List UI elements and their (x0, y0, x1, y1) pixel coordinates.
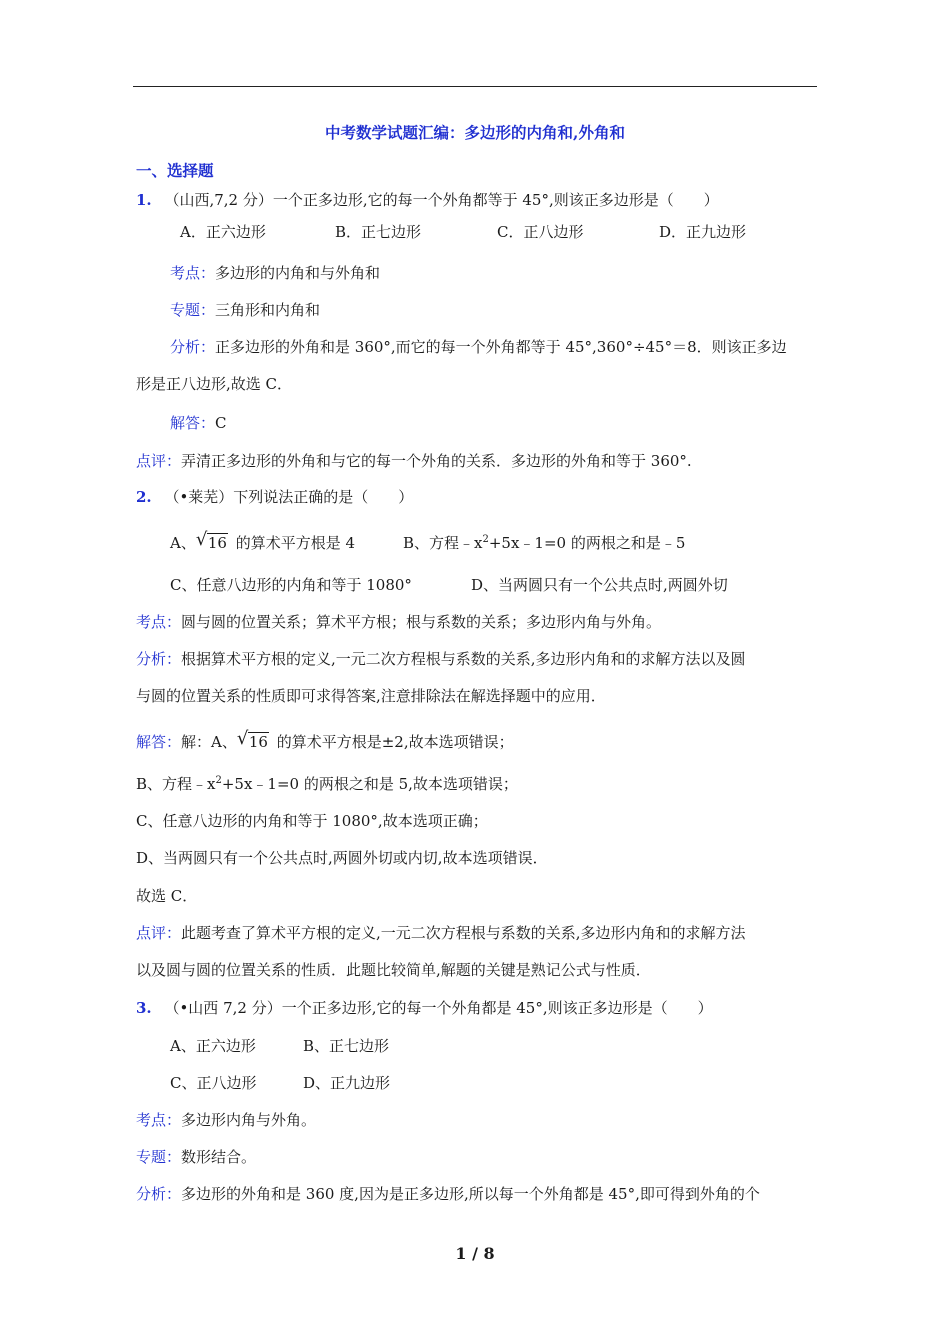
q1-option-a: A．正六边形 (180, 223, 266, 241)
q2-dianping-text: 此题考查了算术平方根的定义,一元二次方程根与系数的关系,多边形内角和的求解方法 (181, 924, 746, 942)
q1-fenxi-label: 分析： (170, 338, 216, 356)
q3-option-c: C、正八边形 (170, 1074, 257, 1092)
q2-fenxi (136, 648, 746, 670)
q1-dianping-label: 点评： (136, 452, 182, 470)
q2-option-d: D、当两圆只有一个公共点时,两圆外切 (471, 576, 728, 594)
q2-options-cd (170, 574, 728, 596)
q3-zhuanti (136, 1146, 256, 1168)
q3-option-b: B、正七边形 (303, 1037, 390, 1055)
q2-option-a (170, 529, 403, 554)
sqrt-symbol: √ 16 (195, 529, 227, 552)
q3-zhuanti-label: 专题： (136, 1148, 182, 1166)
q1-option-b: B．正七边形 (335, 223, 422, 241)
q3-kaodian-label: 考点： (136, 1111, 182, 1129)
doc-title: 中考数学试题汇编：多边形的内角和,外角和 (325, 123, 625, 142)
q2-option-a-prefix: A、 (170, 534, 196, 552)
q3-zhuanti-text: 数形结合。 (181, 1148, 257, 1166)
q3-fenxi-text: 多边形的外角和是 360 度,因为是正多边形,所以每一个外角都是 45°,即可得到外角的个 (181, 1185, 760, 1203)
section-heading: 一、选择题 (136, 161, 214, 180)
q2-dianping (136, 922, 746, 944)
q2-option-a-text: 的算术平方根是 4 (230, 534, 356, 552)
q1-zhuanti (170, 299, 320, 321)
q1-number: 1. (136, 191, 152, 209)
q2-number: 2. (136, 488, 152, 506)
q3-options-cd (170, 1072, 390, 1094)
q2-dianping-cont: 以及圆与圆的位置关系的性质．此题比较简单,解题的关键是熟记公式与性质． (136, 961, 651, 979)
q1-fenxi-text: 正多边形的外角和是 360°,而它的每一个外角都等于 45°,360°÷45°＝8．则该正多边 (215, 338, 787, 356)
q2-jieda-radicand: 16 (248, 733, 268, 751)
q1-jieda (170, 412, 227, 434)
header-rule (133, 86, 817, 87)
q2-fenxi-cont: 与圆的位置关系的性质即可求得答案,注意排除法在解选择题中的应用． (136, 687, 606, 705)
sqrt-symbol: √ 16 (236, 728, 268, 751)
q1-fenxi (170, 336, 787, 358)
q2-jieda-answer: 故选 C． (136, 887, 198, 905)
q3-stem: （•山西 7,2 分）一个正多边形,它的每一个外角都是 45°,则该正多边形是（ ） (164, 999, 713, 1017)
q1-zhuanti-text: 三角形和内角和 (215, 301, 321, 319)
q1-options (180, 221, 746, 243)
q2-kaodian (136, 611, 661, 633)
q2-options-ab (170, 529, 686, 554)
q1-stem: （山西,7,2 分）一个正多边形,它的每一个外角都等于 45°,则该正多边形是（ ） (164, 191, 719, 209)
q1-dianping (136, 450, 692, 472)
q3-option-d: D、正九边形 (303, 1074, 391, 1092)
q2-fenxi-label: 分析： (136, 650, 182, 668)
q2-dianping-label: 点评： (136, 924, 182, 942)
q2-kaodian-text: 圆与圆的位置关系；算术平方根；根与系数的关系；多边形内角与外角。 (181, 613, 662, 631)
q2-jieda-b (136, 773, 518, 795)
q2-stem-line (136, 486, 413, 508)
q2-jieda (136, 728, 514, 753)
q1-fenxi-cont: 形是正八边形,故选 C． (136, 375, 293, 393)
q1-option-c: C．正八边形 (497, 223, 584, 241)
q2-option-b (403, 532, 685, 554)
q3-fenxi (136, 1183, 760, 1205)
page-number: 1 / 8 (455, 1244, 495, 1263)
q2-option-b-prefix: B、方程﹣x (403, 534, 483, 552)
q2-jieda-c: C、任意八边形的内角和等于 1080°,故本选项正确； (136, 812, 488, 830)
q2-option-b-text: +5x﹣1=0 的两根之和是﹣5 (488, 534, 686, 552)
q2-jieda-b-prefix: B、方程﹣x (136, 775, 216, 793)
q2-jieda-label: 解答： (136, 733, 182, 751)
q2-option-c: C、任意八边形的内角和等于 1080° (170, 576, 412, 594)
q3-number: 3. (136, 999, 152, 1017)
q2-stem: （•莱芜）下列说法正确的是（ ） (164, 488, 414, 506)
q3-stem-line (136, 997, 713, 1019)
q2-kaodian-label: 考点： (136, 613, 182, 631)
q3-fenxi-label: 分析： (136, 1185, 182, 1203)
q1-stem-line (136, 189, 719, 211)
q2-jieda-b-text: +5x﹣1=0 的两根之和是 5,故本选项错误； (221, 775, 518, 793)
q3-option-a: A、正六边形 (170, 1037, 256, 1055)
q1-dianping-text: 弄清正多边形的外角和与它的每一个外角的关系．多边形的外角和等于 360°. (181, 452, 692, 470)
q2-jieda-text: 的算术平方根是±2,故本选项错误； (271, 733, 514, 751)
q2-jieda-d: D、当两圆只有一个公共点时,两圆外切或内切,故本选项错误． (136, 849, 548, 867)
q2-jieda-prefix: 解：A、 (181, 733, 237, 751)
q3-kaodian (136, 1109, 316, 1131)
q1-kaodian (170, 262, 380, 284)
q3-options-ab (170, 1035, 389, 1057)
q2-fenxi-text: 根据算术平方根的定义,一元二次方程根与系数的关系,多边形内角和的求解方法以及圆 (181, 650, 746, 668)
q1-kaodian-text: 多边形的内角和与外角和 (215, 264, 381, 282)
q1-zhuanti-label: 专题： (170, 301, 216, 319)
q1-jieda-text: C (215, 414, 227, 432)
q1-option-d: D．正九边形 (659, 223, 747, 241)
q2-option-b-exponent: 2 (482, 534, 489, 545)
q3-kaodian-text: 多边形内角与外角。 (181, 1111, 317, 1129)
q2-option-a-radicand: 16 (207, 534, 227, 552)
q1-jieda-label: 解答： (170, 414, 216, 432)
q2-jieda-b-exponent: 2 (215, 775, 222, 786)
q1-kaodian-label: 考点： (170, 264, 216, 282)
